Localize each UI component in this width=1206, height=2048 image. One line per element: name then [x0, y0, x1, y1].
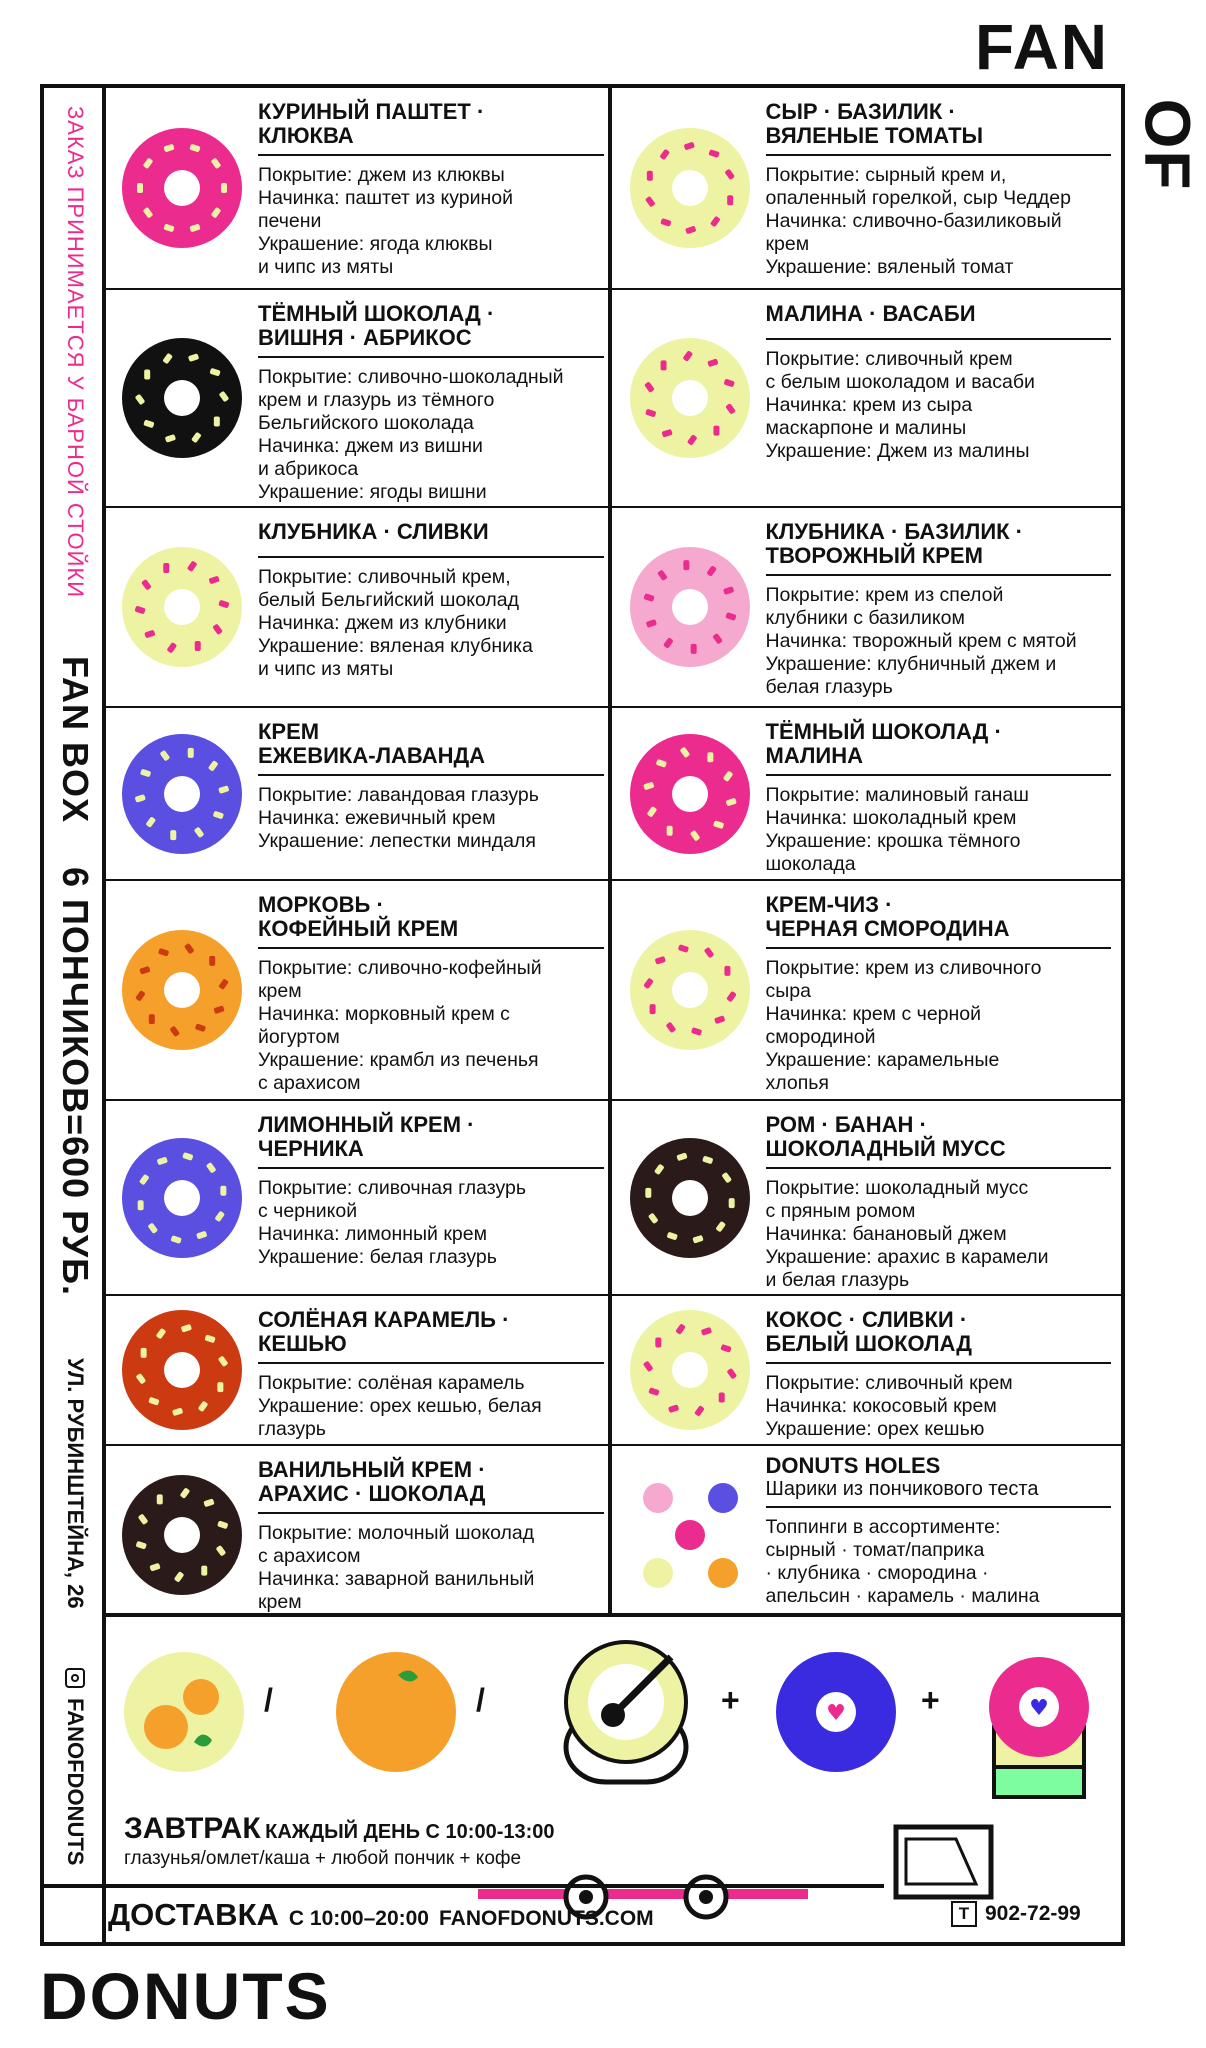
menu-item-detail: Покрытие: солёная карамель [258, 1372, 525, 1394]
donut-salted-caramel-icon [106, 1296, 258, 1444]
breakfast-section [106, 1613, 1121, 1950]
menu-item-detail: Начинка: паштет из куриной печени [258, 187, 514, 232]
breakfast-separator: / [264, 1682, 273, 1718]
menu-item-detail: Покрытие: сливочный крем, белый Бельгийский шоколад [258, 566, 520, 611]
menu-item-detail: Начинка: шоколадный крем [765, 807, 1017, 829]
menu-item-detail: Начинка: джем из клубники [258, 612, 507, 634]
menu-item-detail: Начинка: лимонный крем [258, 1223, 487, 1245]
menu-grid [106, 88, 1121, 1613]
menu-item-detail: Начинка: банановый джем [765, 1223, 1007, 1245]
menu-item-detail: Покрытие: сырный крем и, опаленный горелкой, сыр Чеддер [765, 164, 1071, 209]
breakfast-subtitle: глазунья/омлет/каша + любой пончик + кофе [124, 1848, 522, 1869]
menu-item-title: КЛУБНИКА · СЛИВКИ [258, 508, 604, 558]
menu-item-detail: Украшение: лепестки миндаля [258, 830, 536, 852]
menu-item-detail: Украшение: ягода клюквы и чипс из мяты [258, 233, 493, 278]
holes-subtitle: Шарики из пончикового теста [766, 1478, 1112, 1508]
breakfast-plus: + [721, 1682, 740, 1718]
donut-carrot-coffee-icon [106, 881, 258, 1099]
donut-strawberry-basil-icon [614, 508, 766, 706]
menu-item-detail: Покрытие: малиновый ганаш [765, 784, 1029, 806]
delivery-info [108, 1897, 654, 1933]
menu-item-detail: Покрытие: шоколадный мусс с пряным ромом [765, 1177, 1029, 1222]
menu-item [614, 1101, 1122, 1296]
menu-item-title: ТЁМНЫЙ ШОКОЛАД · МАЛИНА [766, 708, 1112, 776]
menu-item-detail: Начинка: крем из сыра маскарпоне и малины [765, 394, 973, 439]
instagram-handle: FANOFDONUTS [62, 1668, 88, 1865]
donut-rum-banana-icon [614, 1101, 766, 1294]
menu-item-detail: Украшение: орех кешью [765, 1418, 985, 1440]
phone-icon: Т [951, 1901, 977, 1927]
breakfast-title: ЗАВТРАК [124, 1812, 261, 1845]
menu-item-title: ВАНИЛЬНЫЙ КРЕМ · АРАХИС · ШОКОЛАД [258, 1446, 604, 1514]
donut-lemon-blueberry-icon [106, 1101, 258, 1294]
brand-donuts: DONUTS [40, 1959, 331, 2033]
donut-cream-cheese-currant-icon [614, 881, 766, 1099]
menu-item-title: СОЛЁНАЯ КАРАМЕЛЬ · КЕШЬЮ [258, 1296, 604, 1364]
fan-box-offer: FAN BOX 6 ПОНЧИКОВ=600 РУБ. [55, 656, 96, 1296]
menu-item [106, 881, 614, 1101]
menu-item-detail: Покрытие: сливочно-кофейный крем [258, 957, 542, 1002]
menu-item-detail: Украшение: вяленый томат [765, 256, 1014, 278]
menu-item-detail: Украшение: ягоды вишни [258, 481, 487, 503]
menu-item [106, 1296, 614, 1446]
menu-item-detail: Начинка: кокосовый крем [765, 1395, 997, 1417]
menu-item [106, 508, 614, 708]
holes-title: DONUTS HOLES [765, 1453, 941, 1478]
menu-item-title: КЛУБНИКА · БАЗИЛИК · ТВОРОЖНЫЙ КРЕМ [766, 508, 1112, 576]
menu-item-detail: Украшение: вяленая клубника и чипс из мяты [258, 635, 533, 680]
menu-item-detail: Украшение: крамбл из печенья с арахисом [258, 1049, 539, 1094]
menu-frame [40, 84, 1125, 1946]
menu-item [106, 708, 614, 881]
menu-item-detail: Покрытие: сливочный крем [765, 1372, 1013, 1394]
menu-item-detail: Начинка: заварной ванильный крем [258, 1568, 535, 1613]
menu-item-title: ЛИМОННЫЙ КРЕМ · ЧЕРНИКА [258, 1101, 604, 1169]
svg-text:♥: ♥ [826, 1701, 846, 1726]
menu-item [614, 88, 1122, 290]
menu-item-detail: Начинка: джем из вишни и абрикоса [258, 435, 483, 480]
menu-item-title: РОМ · БАНАН · ШОКОЛАДНЫЙ МУСС [766, 1101, 1112, 1169]
menu-item-detail: Покрытие: лавандовая глазурь [258, 784, 539, 806]
menu-item-title: ТЁМНЫЙ ШОКОЛАД · ВИШНЯ · АБРИКОС [258, 290, 604, 358]
donut-raspberry-wasabi-icon [614, 290, 766, 506]
menu-item [106, 290, 614, 508]
menu-item [106, 88, 614, 290]
donut-cheese-tomato-icon [614, 88, 766, 288]
divider [44, 1884, 884, 1888]
menu-item-title: КРЕМ-ЧИЗ · ЧЕРНАЯ СМОРОДИНА [766, 881, 1112, 949]
menu-item [614, 508, 1122, 708]
menu-item-title: КОКОС · СЛИВКИ · БЕЛЫЙ ШОКОЛАД [766, 1296, 1112, 1364]
menu-item-detail: Покрытие: молочный шоколад с арахисом [258, 1522, 535, 1567]
website-link[interactable]: FANOFDONUTS.COM [439, 1907, 654, 1930]
sidebar [44, 88, 106, 1942]
menu-item-detail: Украшение: орех кешью, белая глазурь [258, 1395, 542, 1440]
donut-vanilla-peanut-icon [106, 1446, 258, 1623]
menu-item-detail: Украшение: арахис в карамели и белая глазурь [765, 1246, 1049, 1291]
menu-item-title: КРЕМ ЕЖЕВИКА-ЛАВАНДА [258, 708, 604, 776]
menu-item-detail: Покрытие: сливочный крем с белым шоколадом и васаби [765, 348, 1035, 393]
menu-item-detail: Украшение: Джем из малины [765, 440, 1030, 462]
svg-text:♥: ♥ [1029, 1696, 1049, 1721]
breakfast-plus: + [921, 1682, 940, 1718]
brand-fan: FAN [975, 11, 1109, 83]
menu-item-detail: Украшение: крошка тёмного шоколада [765, 830, 1021, 875]
phone-number[interactable]: Т 902-72-99 [951, 1901, 1081, 1927]
delivery-time: С 10:00–20:00 [288, 1907, 429, 1930]
menu-item [614, 708, 1122, 881]
breakfast-info [124, 1812, 555, 1870]
menu-item-detail: Покрытие: крем из сливочного сыра [765, 957, 1042, 1002]
menu-item-title: МАЛИНА · ВАСАБИ [766, 290, 1112, 340]
donut-dark-raspberry-icon [614, 708, 766, 879]
menu-item-detail: Начинка: морковный крем с йогуртом [258, 1003, 510, 1048]
menu-item-holes [614, 1446, 1122, 1623]
menu-item [614, 1296, 1122, 1446]
menu-item-title: КУРИНЫЙ ПАШТЕТ · КЛЮКВА [258, 88, 604, 156]
menu-item-title: СЫР · БАЗИЛИК · ВЯЛЕНЫЕ ТОМАТЫ [766, 88, 1112, 156]
donut-blackberry-lavender-icon [106, 708, 258, 879]
menu-item-detail: Начинка: ежевичный крем [258, 807, 496, 829]
address: УЛ. РУБИНШТЕЙНА, 26 [63, 1358, 88, 1609]
donut-cranberry-mint-icon [106, 88, 258, 288]
menu-item [106, 1446, 614, 1623]
breakfast-time: КАЖДЫЙ ДЕНЬ С 10:00-13:00 [265, 1821, 555, 1843]
menu-item-detail: Начинка: крем с черной смородиной [765, 1003, 982, 1048]
delivery-title: ДОСТАВКА [108, 1897, 279, 1932]
donut-coconut-cream-icon [614, 1296, 766, 1444]
donut-dark-cherry-icon [106, 290, 258, 506]
menu-item-detail: Украшение: карамельные хлопья [765, 1049, 1000, 1094]
menu-item-detail: Начинка: творожный крем с мятой [765, 630, 1077, 652]
menu-item-detail: Покрытие: сливочно-шоколадный крем и глазурь из тёмного Бельгийского шоколада [258, 366, 564, 434]
breakfast-separator: / [476, 1682, 485, 1718]
menu-item-detail: Украшение: клубничный джем и белая глазурь [765, 653, 1057, 698]
menu-item [614, 290, 1122, 508]
instagram-icon [65, 1668, 85, 1688]
order-note: ЗАКАЗ ПРИНИМАЕТСЯ У БАРНОЙ СТОЙКИ [63, 106, 88, 599]
menu-item-detail: Покрытие: крем из спелой клубники с базиликом [765, 584, 1004, 629]
menu-item [106, 1101, 614, 1296]
menu-item-title: МОРКОВЬ · КОФЕЙНЫЙ КРЕМ [258, 881, 604, 949]
menu-item [614, 881, 1122, 1101]
menu-item-detail: Покрытие: сливочная глазурь с черникой [258, 1177, 527, 1222]
menu-item-detail: Украшение: белая глазурь [258, 1246, 497, 1268]
menu-item-detail: Начинка: сливочно-базиликовый крем [765, 210, 1062, 255]
holes-toppings: Топпинги в ассортименте: сырный · томат/паприка · клубника · смородина · апельсин · карамель · малина [765, 1516, 1040, 1608]
brand-of: OF [1131, 98, 1203, 192]
donut-holes-icon [614, 1446, 766, 1623]
donut-strawberry-cream-icon [106, 508, 258, 706]
menu-item-detail: Покрытие: джем из клюквы [258, 164, 505, 186]
